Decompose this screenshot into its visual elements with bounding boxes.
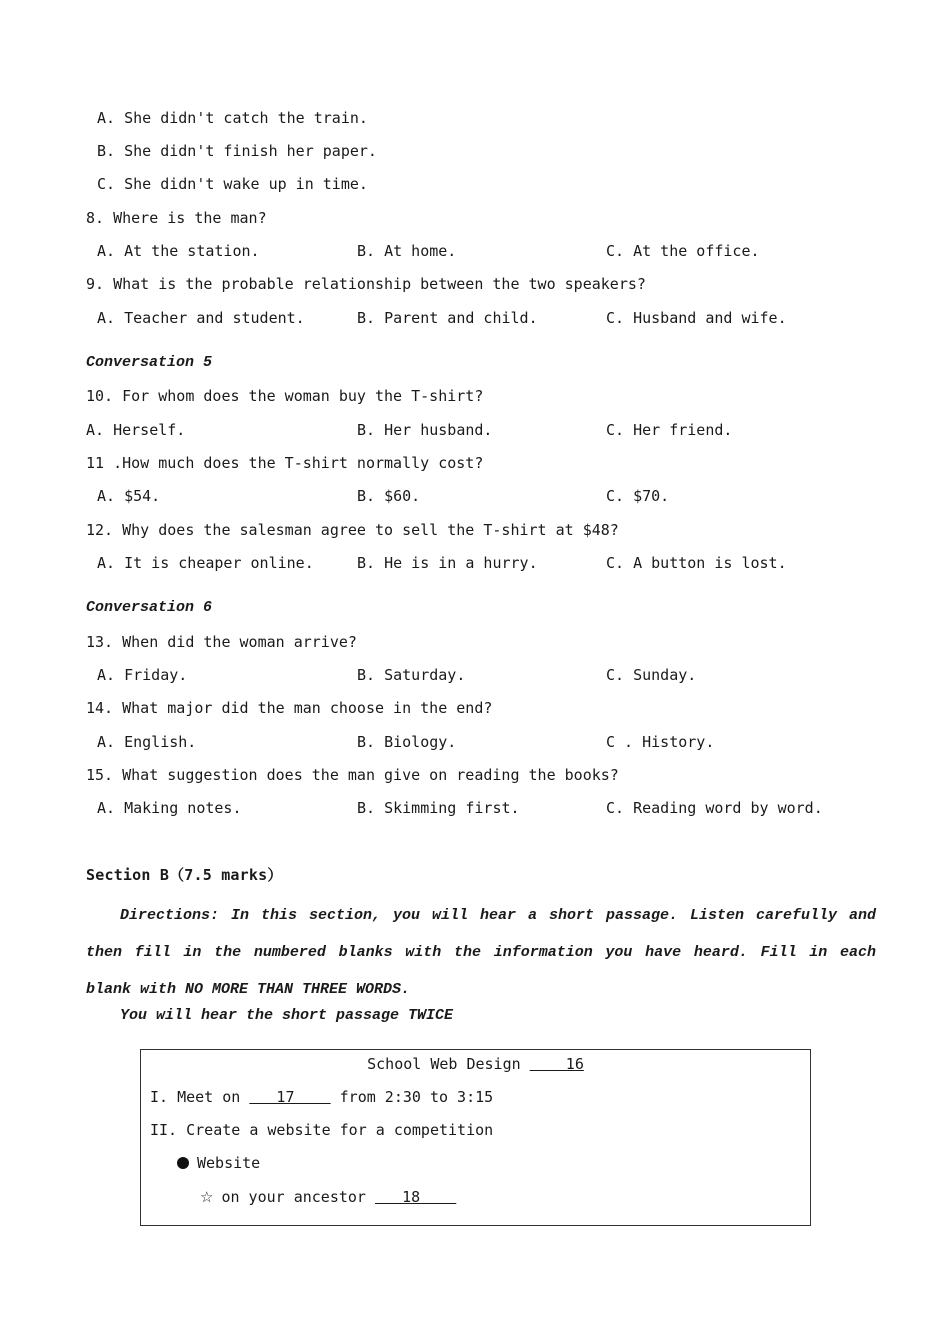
notes-title-line	[141, 1054, 810, 1074]
q13-option-b: B. Saturday.	[357, 666, 466, 684]
notes-box	[140, 1049, 811, 1226]
blank-17: 17	[249, 1088, 331, 1106]
q9-question: 9. What is the probable relationship between the two speakers?	[86, 275, 646, 293]
q10-option-b: B. Her husband.	[357, 421, 493, 439]
q9-option-b: B. Parent and child.	[357, 309, 538, 327]
q10-option-c: C. Her friend.	[606, 421, 733, 439]
q14-question: 14. What major did the man choose in the end?	[86, 699, 493, 717]
q12-option-c: C. A button is lost.	[606, 554, 787, 572]
section-b-directions: Directions: In this section, you will hear a short passage. Listen carefully and then fill in the numbered blanks with the information you have heard. Fill in each blank with NO MORE THAN THREE WORDS.	[86, 907, 876, 998]
notes-title: School Web Design	[367, 1055, 521, 1073]
q9-option-c: C. Husband and wife.	[606, 309, 787, 327]
q15-option-a: A. Making notes.	[97, 799, 242, 817]
conversation-5-title: Conversation 5	[86, 354, 213, 371]
q9-option-a: A. Teacher and student.	[97, 309, 305, 327]
q12-option-b: B. He is in a hurry.	[357, 554, 538, 572]
q13-question: 13. When did the woman arrive?	[86, 633, 357, 651]
blank-16: 16	[529, 1055, 584, 1073]
q11-option-b: B. $60.	[357, 487, 421, 505]
bullet-dot-icon	[177, 1157, 189, 1169]
q10-question: 10. For whom does the woman buy the T-shirt?	[86, 387, 484, 405]
notes-line-1	[150, 1087, 493, 1107]
q13-option-c: C. Sunday.	[606, 666, 697, 684]
q13-option-a: A. Friday.	[97, 666, 188, 684]
q11-option-c: C. $70.	[606, 487, 670, 505]
q15-option-b: B. Skimming first.	[357, 799, 520, 817]
q12-option-a: A. It is cheaper online.	[97, 554, 314, 572]
q14-option-c: C . History.	[606, 733, 715, 751]
q8-option-c: C. At the office.	[606, 242, 760, 260]
q11-option-a: A. $54.	[97, 487, 161, 505]
notes-line-2: II. Create a website for a competition	[150, 1121, 494, 1139]
q7-option-c: C. She didn't wake up in time.	[97, 175, 368, 193]
q14-option-a: A. English.	[97, 733, 197, 751]
q12-question: 12. Why does the salesman agree to sell the T-shirt at $48?	[86, 521, 619, 539]
notes-line-1-suffix: from 2:30 to 3:15	[339, 1088, 494, 1106]
q8-option-a: A. At the station.	[97, 242, 260, 260]
q7-option-b: B. She didn't finish her paper.	[97, 142, 377, 160]
notes-bullet-text: Website	[197, 1154, 261, 1172]
blank-18: 18	[374, 1188, 457, 1206]
q7-option-a: A. She didn't catch the train.	[97, 109, 368, 127]
section-b-instruction: You will hear the short passage TWICE	[120, 1007, 454, 1024]
notes-star-line	[200, 1187, 456, 1207]
notes-line-1-prefix: I. Meet on	[150, 1088, 241, 1106]
star-outline-icon: ☆	[200, 1188, 214, 1206]
q15-option-c: C. Reading word by word.	[606, 799, 823, 817]
section-b-heading: Section B（7.5 marks）	[86, 866, 283, 884]
notes-star-text: on your ancestor	[221, 1188, 366, 1206]
conversation-6-title: Conversation 6	[86, 599, 213, 616]
q11-question: 11 .How much does the T-shirt normally cost?	[86, 454, 484, 472]
q10-option-a: A. Herself.	[86, 421, 186, 439]
q14-option-b: B. Biology.	[357, 733, 457, 751]
q8-option-b: B. At home.	[357, 242, 457, 260]
q8-question: 8. Where is the man?	[86, 209, 267, 227]
notes-bullet-line	[177, 1153, 260, 1173]
q15-question: 15. What suggestion does the man give on reading the books?	[86, 766, 619, 784]
